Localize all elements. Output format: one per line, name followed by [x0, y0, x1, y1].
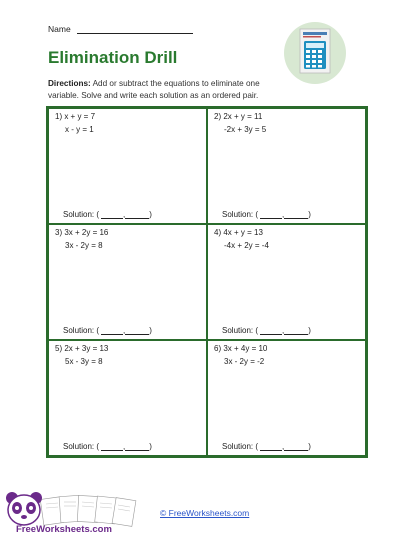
- solution-row: [63, 210, 152, 219]
- close-paren: ): [149, 442, 152, 451]
- equation-2: 3x - 2y = -2: [224, 357, 265, 366]
- close-paren: ): [308, 326, 311, 335]
- name-label: Name: [48, 24, 71, 34]
- solution-row: [63, 442, 152, 451]
- solution-label: Solution: (: [63, 210, 100, 219]
- problem-cell: [207, 108, 366, 224]
- solution-row: [63, 326, 152, 335]
- y-answer-blank[interactable]: [125, 442, 149, 451]
- close-paren: ): [149, 210, 152, 219]
- comma: ,: [282, 210, 285, 219]
- solution-label: Solution: (: [222, 442, 259, 451]
- comma: ,: [282, 326, 285, 335]
- equation-2: -4x + 2y = -4: [224, 241, 269, 250]
- problem-grid: [46, 106, 368, 458]
- calculator-worksheet-icon: [284, 22, 346, 84]
- problem-cell: [48, 340, 207, 456]
- comma: ,: [123, 442, 126, 451]
- problem-cell: [207, 224, 366, 340]
- equation-2: 5x - 3y = 8: [65, 357, 103, 366]
- x-answer-blank[interactable]: [101, 326, 126, 335]
- solution-label: Solution: (: [222, 326, 259, 335]
- problem-cell: [48, 224, 207, 340]
- panda-logo-icon: [2, 488, 152, 536]
- solution-row: [222, 210, 311, 219]
- close-paren: ): [149, 326, 152, 335]
- equation-2: x - y = 1: [65, 125, 94, 134]
- equation-1: 4) 4x + y = 13: [214, 228, 263, 237]
- equation-2: 3x - 2y = 8: [65, 241, 103, 250]
- comma: ,: [123, 326, 126, 335]
- solution-label: Solution: (: [63, 326, 100, 335]
- comma: ,: [282, 442, 285, 451]
- equation-1: 3) 3x + 2y = 16: [55, 228, 109, 237]
- directions: [48, 78, 288, 102]
- x-answer-blank[interactable]: [101, 210, 126, 219]
- x-answer-blank[interactable]: [260, 442, 285, 451]
- solution-label: Solution: (: [222, 210, 259, 219]
- solution-label: Solution: (: [63, 442, 100, 451]
- close-paren: ): [308, 442, 311, 451]
- y-answer-blank[interactable]: [125, 210, 149, 219]
- page-title: Elimination Drill: [48, 48, 178, 67]
- equation-1: 2) 2x + y = 11: [214, 112, 263, 121]
- x-answer-blank[interactable]: [260, 326, 285, 335]
- directions-label: Directions:: [48, 79, 91, 88]
- directions-text: Add or subtract the equations to eliminate one variable. Solve and write each solution as an ordered pair.: [48, 79, 260, 100]
- equation-2: -2x + 3y = 5: [224, 125, 267, 134]
- problem-cell: [207, 340, 366, 456]
- comma: ,: [123, 210, 126, 219]
- freeworksheets-logo: [2, 488, 152, 536]
- footer-copyright-link[interactable]: © FreeWorksheets.com: [160, 508, 250, 518]
- equation-1: 5) 2x + 3y = 13: [55, 344, 109, 353]
- solution-row: [222, 326, 311, 335]
- y-answer-blank[interactable]: [284, 210, 308, 219]
- y-answer-blank[interactable]: [284, 442, 308, 451]
- name-row: [48, 24, 193, 34]
- problem-cell: [48, 108, 207, 224]
- x-answer-blank[interactable]: [260, 210, 285, 219]
- x-answer-blank[interactable]: [101, 442, 126, 451]
- name-field-line[interactable]: [77, 24, 193, 34]
- logo-text: FreeWorksheets.com: [16, 524, 112, 535]
- equation-1: 1) x + y = 7: [55, 112, 96, 121]
- y-answer-blank[interactable]: [125, 326, 149, 335]
- solution-row: [222, 442, 311, 451]
- close-paren: ): [308, 210, 311, 219]
- y-answer-blank[interactable]: [284, 326, 308, 335]
- equation-1: 6) 3x + 4y = 10: [214, 344, 268, 353]
